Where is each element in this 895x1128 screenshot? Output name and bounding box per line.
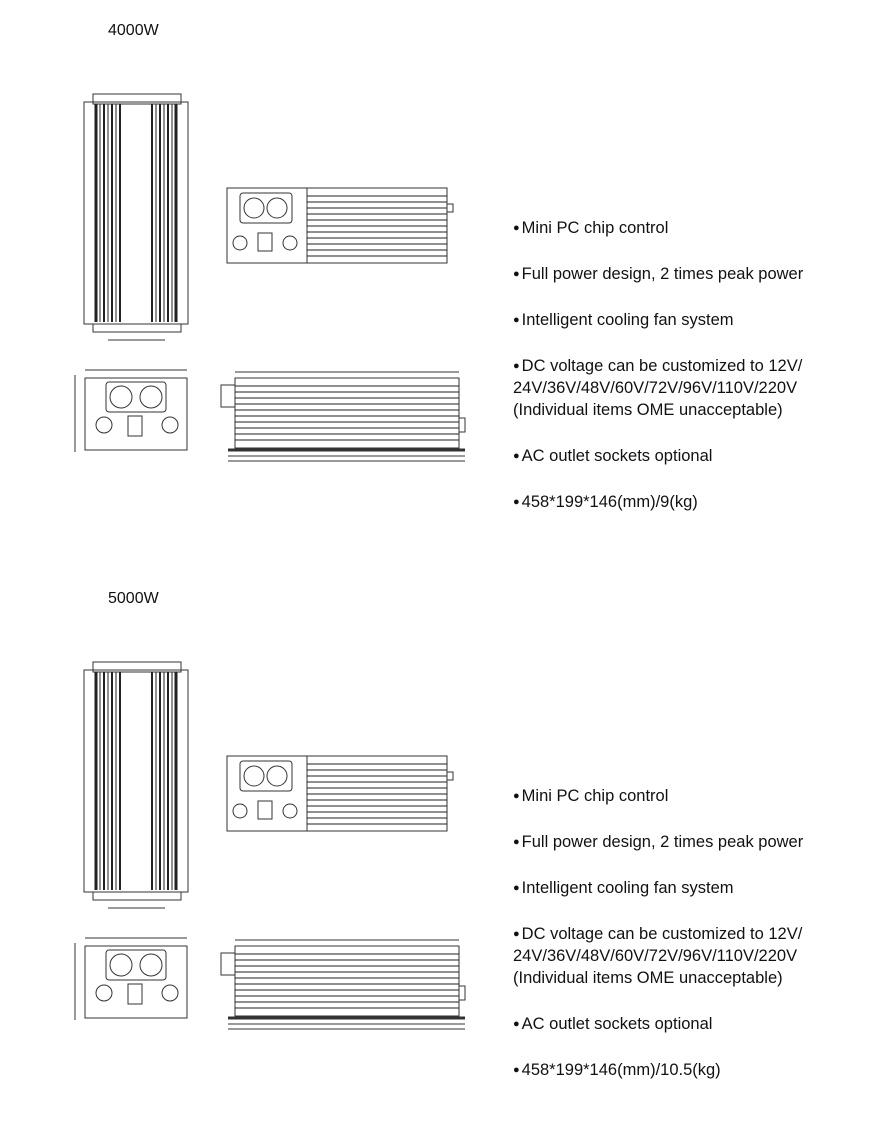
feature-item-dimensions: ● 458*199*146(mm)/9(kg) xyxy=(513,493,698,511)
feature-item: ● AC outlet sockets optional xyxy=(513,447,713,465)
bullet-icon: ● xyxy=(513,1064,520,1076)
model-title: 4000W xyxy=(108,22,159,39)
feature-item: ● Mini PC chip control xyxy=(513,219,669,237)
feature-item: ● DC voltage can be customized to 12V/ 24V/36V/48V/60V/72V/96V/110V/220V (Individual items OME unacceptable) xyxy=(513,357,803,419)
feature-list xyxy=(513,217,873,537)
model-title: 5000W xyxy=(108,590,159,607)
inverter-technical-drawing xyxy=(0,0,480,480)
bullet-icon: ● xyxy=(513,836,520,848)
bullet-icon: ● xyxy=(513,222,520,234)
feature-item: ● Intelligent cooling fan system xyxy=(513,311,734,329)
feature-list xyxy=(513,785,873,1105)
feature-item: ● AC outlet sockets optional xyxy=(513,1015,713,1033)
inverter-technical-drawing xyxy=(0,568,480,1048)
bullet-icon: ● xyxy=(513,790,520,802)
bullet-icon: ● xyxy=(513,268,520,280)
bullet-icon: ● xyxy=(513,450,520,462)
feature-item: ● DC voltage can be customized to 12V/ 24V/36V/48V/60V/72V/96V/110V/220V (Individual items OME unacceptable) xyxy=(513,925,803,987)
feature-item: ● Full power design, 2 times peak power xyxy=(513,833,804,851)
feature-item: ● Full power design, 2 times peak power xyxy=(513,265,804,283)
product-section-4000w xyxy=(0,0,895,560)
bullet-icon: ● xyxy=(513,496,520,508)
feature-item: ● Mini PC chip control xyxy=(513,787,669,805)
bullet-icon: ● xyxy=(513,314,520,326)
bullet-icon: ● xyxy=(513,882,520,894)
feature-item: ● Intelligent cooling fan system xyxy=(513,879,734,897)
bullet-icon: ● xyxy=(513,360,520,372)
bullet-icon: ● xyxy=(513,928,520,940)
feature-item-dimensions: ● 458*199*146(mm)/10.5(kg) xyxy=(513,1061,721,1079)
bullet-icon: ● xyxy=(513,1018,520,1030)
product-section-5000w xyxy=(0,568,895,1128)
